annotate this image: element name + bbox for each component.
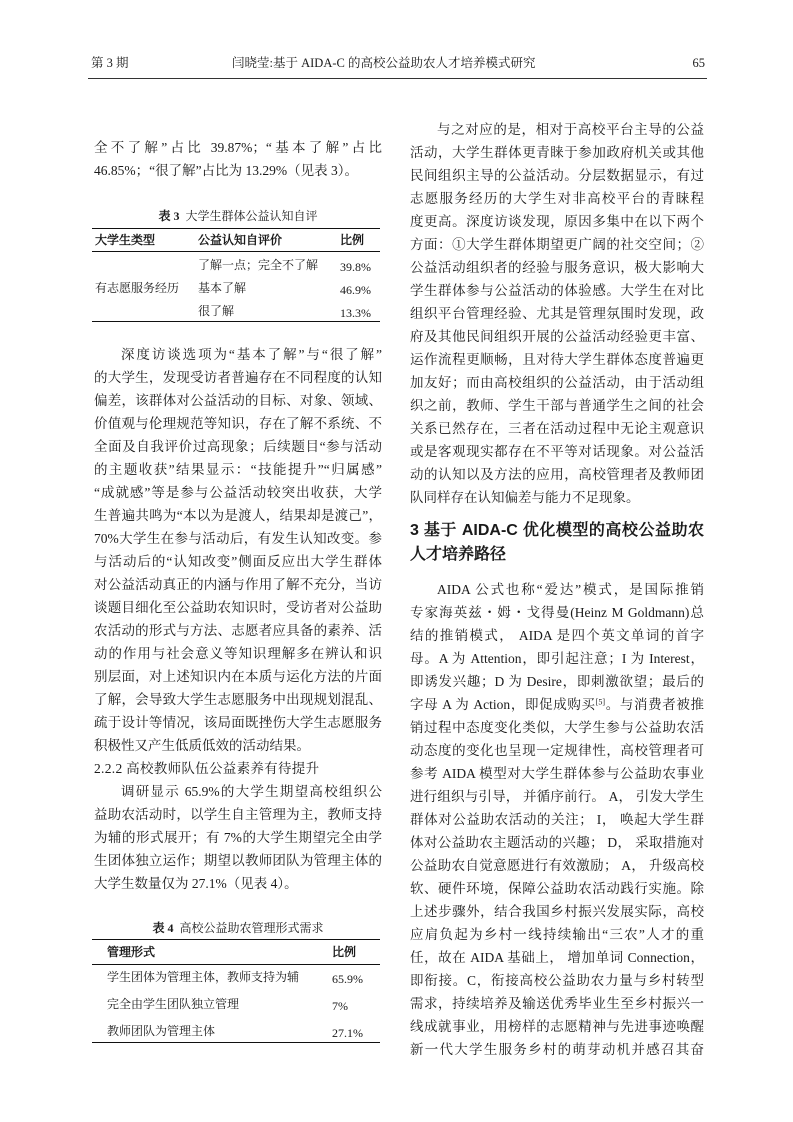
table-cell: 46.9% xyxy=(340,283,371,297)
text-line: 学生群体参与公益活动的体验感。大学生在对比 xyxy=(410,283,704,298)
text-line: 益助农活动时，以学生自主管理为主，教师支持 xyxy=(94,807,382,822)
text-line: 进行组织与引导， 并循序前行。 A， 引发大学生 xyxy=(410,789,704,804)
text-line: 全面及自我评价过高现象；后续题目“参与活动 xyxy=(94,439,382,454)
text-line: 偏差，该群体对公益活动的目标、对象、领域、 xyxy=(94,393,382,408)
text-line: 织之前，教师、学生干部与普通学生之间的社会 xyxy=(410,398,704,413)
section-heading xyxy=(410,519,704,567)
text-line: 动的作用与社会意义等知识理解多在辨认和识 xyxy=(94,646,382,661)
text-line: 方面：①大学生群体期望更广阔的社交空间；② xyxy=(410,237,704,252)
text-line: 动态度的变化也呈现一定规律性，高校管理者可 xyxy=(410,743,704,758)
table-cell: 很了解 xyxy=(198,304,235,318)
text-line: “成就感”等是参与公益活动较突出收获，大学 xyxy=(94,485,382,500)
text-line: 人才培养路径 xyxy=(410,546,507,563)
text-line: 的主题收获”结果显示：“技能提升”“归属感” xyxy=(94,462,382,477)
text-line: 与之对应的是，相对于高校平台主导的公益 xyxy=(437,122,704,137)
table-cell-group: 有志愿服务经历 xyxy=(95,281,180,295)
table-3 xyxy=(92,228,380,322)
text-line: 生团体独立运作；期望以教师团队为管理主体的 xyxy=(94,853,382,868)
text-line: 别层面，对上述知识内在本质与运化方法的片面 xyxy=(94,669,382,684)
text-line: 即衔接。C，衔接高校公益助农力量与乡村转型 xyxy=(410,973,704,988)
running-title: 闫晓莹:基于 AIDA-C 的高校公益助农人才培养模式研究 xyxy=(232,56,536,70)
page-number: 65 xyxy=(692,56,705,70)
table-title: 高校公益助农管理形式需求 xyxy=(179,921,324,935)
text-line: 农活动的形式与方法、志愿者应具备的素养、活 xyxy=(94,623,382,638)
text-line: 专家海英兹・姆・戈得曼(Heinz M Goldmann)总 xyxy=(410,605,704,620)
table-cell: 13.3% xyxy=(340,306,371,320)
text-line: 为辅的形式展开；有 7%的大学生期望完全由学 xyxy=(94,830,382,845)
text-line: 全不了解”占比 39.87%；“基本了解”占比 xyxy=(94,140,382,155)
text-segment: 字母 A 为 Action，即促成购买 xyxy=(410,697,596,712)
table-header-cell: 公益认知自评价 xyxy=(198,233,283,247)
header-rule xyxy=(88,78,707,79)
issue-number: 第 3 期 xyxy=(91,56,129,70)
text-line: 公益活动组织者的经验与服务意识，极大影响大 xyxy=(410,260,704,275)
table-label: 表 3 xyxy=(158,209,180,223)
table-label: 表 4 xyxy=(152,921,174,935)
text-line: 运作流程更顺畅，且对待大学生群体态度普遍更 xyxy=(410,352,704,367)
text-line: 线成就事业，用榜样的志愿精神与先进事迹唤醒 xyxy=(410,1019,704,1034)
text-line: 销过程中态度变化类似，大学生参与公益助农活 xyxy=(410,720,704,735)
table-cell: 完全由学生团队独立管理 xyxy=(107,997,240,1011)
text-line: 活动，大学生群体更青睐于参加政府机关或其他 xyxy=(410,145,704,160)
text-line: 任，故在 AIDA 基础上， 增加单词 Connection， xyxy=(410,950,704,965)
table-rule xyxy=(92,964,380,965)
text-line: 群体对公益助农活动的关注； I， 唤起大学生群 xyxy=(410,812,704,827)
text-line: 度更高。深度访谈发现，原因多集中在以下两个 xyxy=(410,214,704,229)
text-line: 结的推销模式， AIDA 是四个英文单词的首字 xyxy=(410,628,704,643)
text-line: 应肩负起为乡村一线持续输出“三农”人才的重 xyxy=(410,927,704,942)
table-cell: 基本了解 xyxy=(198,281,247,295)
paragraph xyxy=(410,578,704,1061)
text-line: 对公益活动真正的内涵与作用了解不充分，当访 xyxy=(94,577,382,592)
citation-marker: [5] xyxy=(595,697,606,707)
text-line: 需求，持续培养及输送优秀毕业生至乡村振兴一 xyxy=(410,996,704,1011)
paragraph xyxy=(94,780,382,895)
text-line: 公益助农自觉意愿进行有效激励； A， 升级高校 xyxy=(410,858,704,873)
table-header-cell: 比例 xyxy=(340,233,365,247)
text-line: 大学生数量仅为 27.1%（见表 4）。 xyxy=(94,876,298,891)
table-header-cell: 管理形式 xyxy=(107,945,156,959)
paragraph xyxy=(94,136,382,182)
text-line: 加友好；而由高校组织的公益活动，由于活动组 xyxy=(410,375,704,390)
text-line: 了解，会导致大学生志愿服务中出现规划混乱、 xyxy=(94,692,382,707)
table-title: 大学生群体公益认知自评 xyxy=(185,209,318,223)
text-line: 深度访谈选项为“基本了解”与“很了解” xyxy=(121,347,382,362)
paragraph xyxy=(410,118,704,509)
text-line: 组织平台管理经验、尤其是管理氛围时发现，政 xyxy=(410,306,704,321)
text-segment: 。与消费者被推 xyxy=(605,697,705,712)
text-line: 体对公益助农主题活动的兴趣； D， 采取措施对 xyxy=(410,835,704,850)
table-header-cell: 比例 xyxy=(332,945,357,959)
table-cell: 65.9% xyxy=(332,972,363,986)
text-line: 疏于设计等情况，该局面既挫伤大学生志愿服务 xyxy=(94,715,382,730)
text-line: 母。A 为 Attention，即引起注意；I 为 Interest， xyxy=(410,651,704,666)
table-cell: 7% xyxy=(332,999,348,1013)
table-rule xyxy=(92,251,380,252)
text-line: 新一代大学生服务乡村的萌芽动机并感召其奋 xyxy=(410,1042,704,1057)
text-line: 46.85%；“很了解”占比为 13.29%（见表 3）。 xyxy=(94,163,358,178)
text-line: 关系已然存在，三者在活动过程中无论主观意识 xyxy=(410,421,704,436)
text-line: 价值观与伦理规范等知识，存在了解不系统、不 xyxy=(94,416,382,431)
text-line: 队同样存在认知偏差与能力不足现象。 xyxy=(410,490,640,505)
table-cell: 了解一点；完全不了解 xyxy=(198,258,319,272)
text-line: 或是客观现实都存在不平等对话现象。对公益活 xyxy=(410,444,704,459)
text-line: AIDA 公式也称“爱达”模式，是国际推销 xyxy=(437,582,704,597)
table-4 xyxy=(92,939,380,1043)
text-line: 民间组织主导的公益活动。分层数据显示，有过 xyxy=(410,168,704,183)
text-line: 软、硬件环境，保障公益助农活动践行实施。除 xyxy=(410,881,704,896)
table-header-cell: 大学生类型 xyxy=(95,233,156,247)
table-cell: 39.8% xyxy=(340,260,371,274)
text-line: 调研显示 65.9%的大学生期望高校组织公 xyxy=(121,784,382,799)
table-cell: 27.1% xyxy=(332,1026,363,1040)
text-line: 即诱发兴趣；D 为 Desire，即刺激欲望；最后的 xyxy=(410,674,704,689)
text-line: 参考 AIDA 模型对大学生群体参与公益助农事业 xyxy=(410,766,704,781)
text-line: 府及其他民间组织开展的公益活动经验更丰富、 xyxy=(410,329,704,344)
table-cell: 学生团体为管理主体，教师支持为辅 xyxy=(107,970,300,984)
text-line: 谈题目细化至公益助农知识时，受访者对公益助 xyxy=(94,600,382,615)
text-line xyxy=(410,693,704,716)
text-line: 70%大学生在参与活动后，有发生认知改变。参 xyxy=(94,531,382,546)
text-line: 上述步骤外，结合我国乡村振兴发展实际，高校 xyxy=(410,904,704,919)
table-cell: 教师团队为管理主体 xyxy=(107,1024,216,1038)
text-line: 生普遍共鸣为“本以为是渡人，结果却是渡己”， xyxy=(94,508,382,523)
text-line: 积极性又产生低质低效的活动结果。 xyxy=(94,738,310,753)
text-line: 动的认知以及方法的应用，高校管理者及教师团 xyxy=(410,467,704,482)
text-line: 3 基于 AIDA-C 优化模型的高校公益助农 xyxy=(410,522,704,539)
text-line: 的大学生，发现受访者普遍存在不同程度的认知 xyxy=(94,370,382,385)
text-line: 志愿服务经历的大学生对非高校平台的青睐程 xyxy=(410,191,704,206)
text-line: 与活动后的“认知改变”侧面反应出大学生群体 xyxy=(94,554,382,569)
subsection-heading: 2.2.2 高校教师队伍公益素养有待提升 xyxy=(94,761,320,776)
paragraph xyxy=(94,343,382,757)
table-3-caption xyxy=(94,208,382,224)
table-4-caption xyxy=(94,920,382,936)
